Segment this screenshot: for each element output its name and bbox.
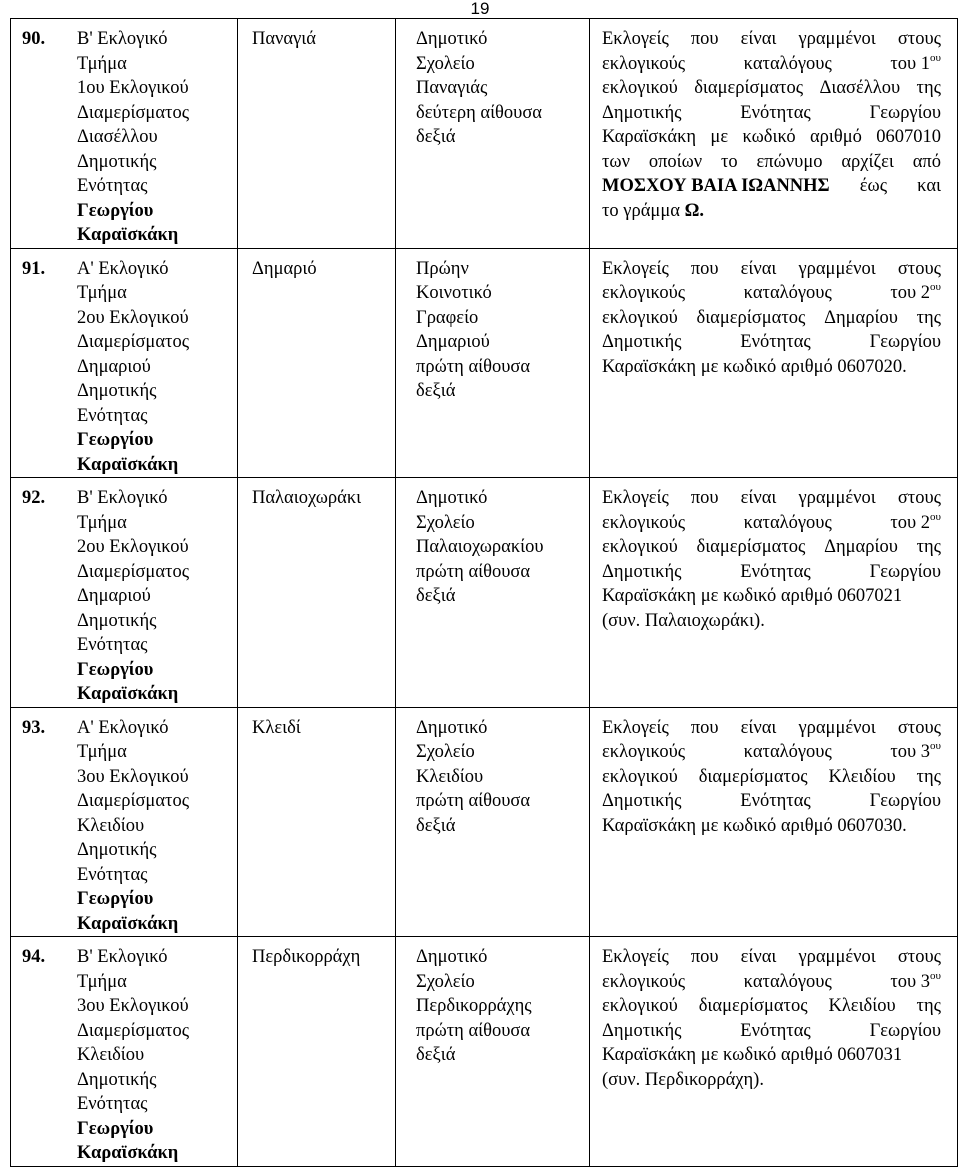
location-name: Παναγιά <box>252 29 316 49</box>
desc-line <box>602 740 941 765</box>
section-line: Ενότητας <box>77 1094 148 1114</box>
word: του <box>890 512 917 533</box>
place-line: Σχολείο <box>416 971 475 992</box>
word: διαμερίσματος <box>696 307 806 328</box>
section-line: Διαμερίσματος <box>77 561 190 582</box>
word: Καραϊσκάκη <box>602 127 697 147</box>
section-line: Ενότητας <box>77 176 148 196</box>
section-line-bold: Γεωργίου <box>77 889 154 909</box>
word: καταλόγους <box>743 971 832 992</box>
section-line: Κλειδίου <box>77 815 145 836</box>
word: Δημαρίου <box>824 307 898 328</box>
desc-line: Καραϊσκάκη με κωδικό αριθμό 0607020. <box>602 356 907 377</box>
place-text <box>416 945 589 1068</box>
row-number: 93. <box>22 717 46 738</box>
place-line: Κλειδίου <box>416 766 484 787</box>
word: εκλογικού <box>602 996 678 1016</box>
word: στους <box>897 258 941 279</box>
word: του <box>890 971 917 992</box>
table-row <box>11 478 958 708</box>
section-line: Β' Εκλογικό <box>77 488 168 508</box>
word: της <box>916 537 941 557</box>
desc-line <box>602 281 941 306</box>
word: Ενότητας <box>740 791 811 811</box>
word: Διασέλλου <box>819 78 901 98</box>
desc-line <box>602 52 941 77</box>
place-line: πρώτη αίθουσα <box>416 1020 531 1041</box>
word: είναι <box>740 29 777 49</box>
desc-line <box>602 789 941 814</box>
place-cell <box>396 19 590 249</box>
section-line: Α' Εκλογικό <box>77 717 169 738</box>
word: Κλειδίου <box>828 766 896 787</box>
word: είναι <box>740 488 777 508</box>
desc-line: (συν. Περδικορράχη). <box>602 1069 764 1090</box>
desc-line <box>602 150 941 175</box>
word: Εκλογείς <box>602 29 669 49</box>
word: Γεωργίου <box>869 561 941 582</box>
word: διαμερίσματος <box>696 537 806 557</box>
description-text <box>602 27 941 223</box>
desc-line <box>602 76 941 101</box>
section-line: Διασέλλου <box>77 127 158 147</box>
word: Γεωργίου <box>869 1020 941 1041</box>
section-line: 1ου Εκλογικού <box>77 78 189 98</box>
word: είναι <box>740 947 777 967</box>
word: είναι <box>740 258 777 279</box>
surname-range-start: ΜΟΣΧΟΥ ΒΑΙΑ ΙΩΑΝΝΗΣ <box>602 176 830 196</box>
section-line: Ενότητας <box>77 405 148 426</box>
ordinal-suffix: ου <box>930 510 941 523</box>
section-line: Ενότητας <box>77 864 148 885</box>
place-line: πρώτη αίθουσα <box>416 356 531 377</box>
word: διαμερίσματος <box>694 78 804 98</box>
word: στους <box>897 488 941 508</box>
word: εκλογικού <box>602 307 678 328</box>
location-cell <box>238 707 396 937</box>
ordinal-number: 1 <box>920 53 931 74</box>
section-line-bold: Καραϊσκάκη <box>77 454 179 475</box>
word: και <box>917 176 941 196</box>
place-line: Δημοτικό <box>416 947 488 967</box>
section-line-bold: Καραϊσκάκη <box>77 684 179 704</box>
place-line: πρώτη αίθουσα <box>416 791 531 811</box>
place-line: Σχολείο <box>416 512 475 533</box>
ordinal-suffix: ου <box>930 51 941 64</box>
word: από <box>912 151 941 172</box>
word <box>890 970 941 995</box>
section-name <box>77 27 237 248</box>
word: το <box>721 151 738 172</box>
section-line-bold: Γεωργίου <box>77 659 154 680</box>
section-line-bold: Γεωργίου <box>77 1118 154 1139</box>
description-text <box>602 945 941 1092</box>
word <box>890 281 941 306</box>
place-line: Δημαριού <box>416 332 490 352</box>
place-line: δεξιά <box>416 1045 456 1065</box>
description-text <box>602 257 941 380</box>
section-line-bold: Γεωργίου <box>77 200 154 221</box>
section-line: Τμήμα <box>77 971 127 992</box>
section-line: Δημοτικής <box>77 1069 157 1090</box>
polling-stations-table <box>10 18 958 1167</box>
place-cell <box>396 478 590 708</box>
table-row <box>11 707 958 937</box>
place-line: Σχολείο <box>416 53 475 74</box>
place-line: Δημοτικό <box>416 29 488 49</box>
word: στους <box>897 947 941 967</box>
section-line: 2ου Εκλογικού <box>77 537 189 557</box>
word: της <box>916 766 941 787</box>
word: Γεωργίου <box>869 102 941 123</box>
word: Εκλογείς <box>602 488 669 508</box>
location-name: Περδικορράχη <box>252 947 361 967</box>
section-line: 3ου Εκλογικού <box>77 766 189 787</box>
table-row <box>11 19 958 249</box>
desc-line: (συν. Παλαιοχωράκι). <box>602 610 765 631</box>
row-number: 92. <box>22 488 46 508</box>
word: στους <box>897 29 941 49</box>
place-line: Παλαιοχωρακίου <box>416 537 544 557</box>
word: το γράμμα <box>602 200 685 221</box>
place-line: πρώτη αίθουσα <box>416 561 531 582</box>
desc-line <box>602 306 941 331</box>
section-line-bold: Καραϊσκάκη <box>77 913 179 934</box>
ordinal-number: 2 <box>920 283 931 303</box>
section-cell <box>11 478 238 708</box>
ordinal-suffix: ου <box>930 740 941 752</box>
word: του <box>890 742 917 762</box>
word: έως <box>859 176 888 196</box>
desc-line: Καραϊσκάκη με κωδικό αριθμό 0607031 <box>602 1045 903 1065</box>
word: Ενότητας <box>740 102 811 123</box>
ordinal-number: 2 <box>920 512 931 533</box>
place-cell <box>396 248 590 478</box>
description-text <box>602 486 941 633</box>
location-name: Κλειδί <box>252 717 301 738</box>
row-number: 94. <box>22 947 46 967</box>
surname-range-end: Ω. <box>684 200 705 221</box>
place-line: δεξιά <box>416 381 456 401</box>
word: Δημοτικής <box>602 1020 682 1041</box>
section-line: Κλειδίου <box>77 1045 145 1065</box>
location-cell <box>238 478 396 708</box>
desc-line: Καραϊσκάκη με κωδικό αριθμό 0607021 <box>602 586 903 606</box>
word: Δημοτικής <box>602 561 682 582</box>
section-line: Τμήμα <box>77 512 127 533</box>
section-line: Δημοτικής <box>77 610 157 631</box>
desc-line <box>602 199 941 224</box>
description-cell <box>590 248 958 478</box>
section-name <box>77 486 237 707</box>
desc-line <box>602 1019 941 1044</box>
word: των <box>602 151 630 172</box>
desc-line: Καραϊσκάκη με κωδικό αριθμό 0607030. <box>602 815 907 836</box>
section-cell <box>11 248 238 478</box>
word <box>890 52 941 77</box>
section-line: Β' Εκλογικό <box>77 29 168 49</box>
place-text <box>416 486 589 609</box>
desc-line <box>602 560 941 585</box>
word: γραμμένοι <box>798 258 876 279</box>
word: εκλογικούς <box>602 53 686 74</box>
table-row <box>11 248 958 478</box>
place-text <box>416 716 589 839</box>
word: καταλόγους <box>743 512 832 533</box>
word: εκλογικούς <box>602 512 686 533</box>
word: της <box>916 78 941 98</box>
word: που <box>690 947 719 967</box>
ordinal-number: 3 <box>920 742 931 762</box>
word: εκλογικού <box>602 766 678 787</box>
word: επώνυμο <box>756 151 823 172</box>
desc-line <box>602 535 941 560</box>
word <box>890 511 941 536</box>
word: εκλογικού <box>602 78 678 98</box>
word: αρχίζει <box>841 151 894 172</box>
description-cell <box>590 19 958 249</box>
word: διαμερίσματος <box>698 766 808 787</box>
word: διαμερίσματος <box>698 996 808 1016</box>
word: Εκλογείς <box>602 947 669 967</box>
place-line: Γραφείο <box>416 307 479 328</box>
place-cell <box>396 937 590 1167</box>
description-cell <box>590 937 958 1167</box>
section-line-bold: Καραϊσκάκη <box>77 225 179 245</box>
word: με <box>710 127 729 147</box>
section-cell <box>11 707 238 937</box>
section-line: Δημοτικής <box>77 151 157 172</box>
section-name <box>77 716 237 937</box>
word: καταλόγους <box>743 742 832 762</box>
section-line: Β' Εκλογικό <box>77 947 168 967</box>
location-cell <box>238 19 396 249</box>
word: Εκλογείς <box>602 717 669 738</box>
place-text <box>416 27 589 150</box>
word: του <box>890 283 917 303</box>
word: που <box>690 29 719 49</box>
desc-line <box>602 330 941 355</box>
place-line: Δημοτικό <box>416 488 488 508</box>
section-line: 3ου Εκλογικού <box>77 996 189 1016</box>
word: της <box>916 307 941 328</box>
page-number: 19 <box>470 0 490 18</box>
description-cell <box>590 707 958 937</box>
table-row <box>11 937 958 1167</box>
place-line: Σχολείο <box>416 742 475 762</box>
place-line: δεξιά <box>416 815 456 836</box>
location-cell <box>238 937 396 1167</box>
word: εκλογικούς <box>602 971 686 992</box>
ordinal-number: 3 <box>920 971 931 992</box>
word: Δημοτικής <box>602 102 682 123</box>
desc-line <box>602 101 941 126</box>
description-cell <box>590 478 958 708</box>
section-line: Διαμερίσματος <box>77 791 190 811</box>
section-line-bold: Καραϊσκάκη <box>77 1143 179 1163</box>
word: καταλόγους <box>743 283 832 303</box>
word: Δημοτικής <box>602 791 682 811</box>
desc-line <box>602 511 941 536</box>
word: είναι <box>740 717 777 738</box>
word: κωδικό <box>742 127 796 147</box>
section-line: Δημαριού <box>77 356 151 377</box>
word: Δημοτικής <box>602 332 682 352</box>
desc-line <box>602 716 941 741</box>
row-number: 91. <box>22 258 46 279</box>
section-line: 2ου Εκλογικού <box>77 307 189 328</box>
place-line: δεξιά <box>416 586 456 606</box>
desc-line <box>602 174 941 199</box>
place-line: Πρώην <box>416 258 469 279</box>
desc-line <box>602 945 941 970</box>
word: στους <box>897 717 941 738</box>
section-line: Ενότητας <box>77 635 148 655</box>
section-cell <box>11 19 238 249</box>
word: αριθμό <box>809 127 862 147</box>
section-line: Δημαριού <box>77 586 151 606</box>
section-line-bold: Γεωργίου <box>77 430 154 450</box>
word: της <box>916 996 941 1016</box>
section-line: Διαμερίσματος <box>77 332 190 352</box>
desc-line <box>602 970 941 995</box>
word <box>890 740 941 765</box>
word: Γεωργίου <box>869 332 941 352</box>
section-line: Τμήμα <box>77 53 127 74</box>
word: εκλογικού <box>602 537 678 557</box>
location-name: Δημαριό <box>252 258 317 279</box>
word: Ενότητας <box>740 1020 811 1041</box>
section-name <box>77 257 237 478</box>
word: Ενότητας <box>740 332 811 352</box>
word: 0607010 <box>876 127 941 147</box>
section-line: Δημοτικής <box>77 381 157 401</box>
location-cell <box>238 248 396 478</box>
word: γραμμένοι <box>798 29 876 49</box>
desc-line <box>602 257 941 282</box>
location-name: Παλαιοχωράκι <box>252 488 362 508</box>
section-cell <box>11 937 238 1167</box>
section-line: Τμήμα <box>77 742 127 762</box>
section-line: Διαμερίσματος <box>77 1020 190 1041</box>
word: Κλειδίου <box>828 996 896 1016</box>
place-line: Κοινοτικό <box>416 283 492 303</box>
word: γραμμένοι <box>798 488 876 508</box>
section-line: Α' Εκλογικό <box>77 258 169 279</box>
section-name <box>77 945 237 1166</box>
section-line: Δημοτικής <box>77 840 157 860</box>
word: γραμμένοι <box>798 717 876 738</box>
word: που <box>690 717 719 738</box>
section-line: Διαμερίσματος <box>77 102 190 123</box>
word: εκλογικούς <box>602 742 686 762</box>
word: Εκλογείς <box>602 258 669 279</box>
description-text <box>602 716 941 839</box>
row-number: 90. <box>22 29 46 49</box>
place-text <box>416 257 589 404</box>
place-line: Δημοτικό <box>416 717 488 738</box>
desc-line <box>602 125 941 150</box>
word: γραμμένοι <box>798 947 876 967</box>
place-line: δεύτερη αίθουσα <box>416 102 542 123</box>
desc-line <box>602 27 941 52</box>
place-line: δεξιά <box>416 127 456 147</box>
place-line: Περδικορράχης <box>416 996 532 1016</box>
word: του <box>890 53 917 74</box>
place-line: Παναγιάς <box>416 78 488 98</box>
word: Δημαρίου <box>824 537 898 557</box>
word: Γεωργίου <box>869 791 941 811</box>
word: που <box>690 488 719 508</box>
ordinal-suffix: ου <box>930 281 941 293</box>
desc-line <box>602 765 941 790</box>
desc-line <box>602 994 941 1019</box>
section-line: Τμήμα <box>77 283 127 303</box>
word: εκλογικούς <box>602 283 686 303</box>
word: καταλόγους <box>743 53 832 74</box>
place-cell <box>396 707 590 937</box>
ordinal-suffix: ου <box>930 969 941 982</box>
word: οποίων <box>648 151 703 172</box>
word: που <box>690 258 719 279</box>
word: Ενότητας <box>740 561 811 582</box>
desc-line <box>602 486 941 511</box>
